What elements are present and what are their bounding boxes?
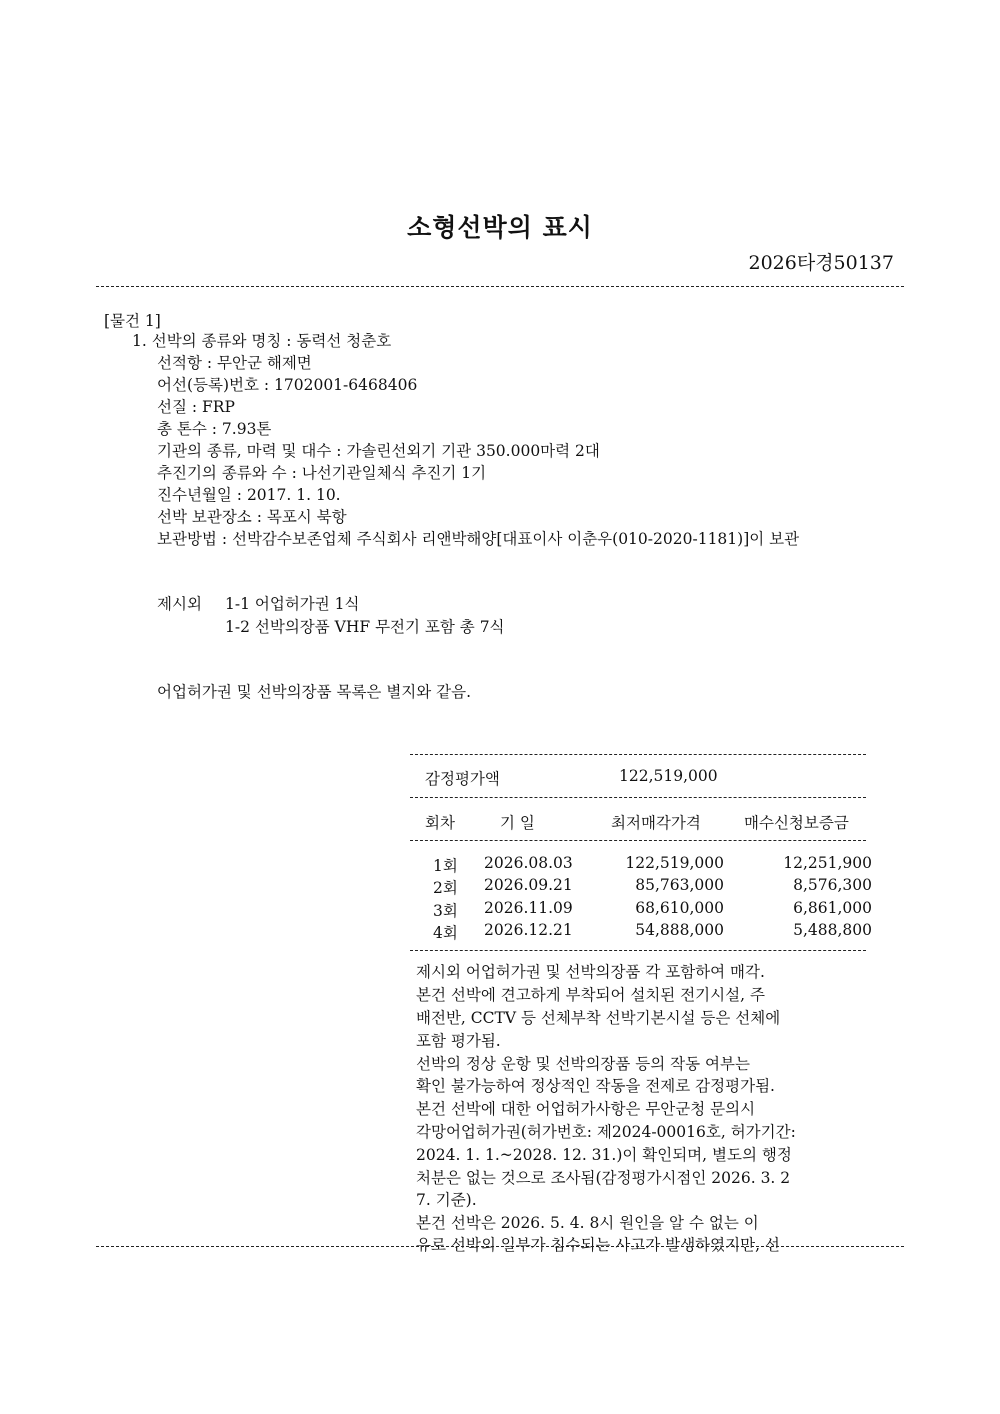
item-line-tonnage: 총 톤수 : 7.93톤 xyxy=(157,420,272,438)
appraisal-value: 122,519,000 xyxy=(619,767,718,785)
schedule-divider-top xyxy=(410,754,866,755)
note-line: 본건 선박에 견고하게 부착되어 설치된 전기시설, 주 xyxy=(416,986,765,1004)
schedule-deposit: 6,861,000 xyxy=(793,899,872,917)
schedule-header-date: 기 일 xyxy=(500,814,535,832)
schedule-header-deposit: 매수신청보증금 xyxy=(744,814,849,832)
top-divider xyxy=(96,286,904,287)
extras-line-1: 1-1 어업허가권 1식 xyxy=(225,595,360,613)
schedule-header-round: 회차 xyxy=(425,814,455,832)
item-line-ship-name: 1. 선박의 종류와 명칭 : 동력선 청춘호 xyxy=(132,332,392,350)
schedule-round: 3회 xyxy=(433,902,458,920)
note-line: 본건 선박은 2026. 5. 4. 8시 원인을 알 수 없는 이 xyxy=(416,1214,759,1232)
item-header: [물건 1] xyxy=(104,312,161,330)
schedule-min-price: 68,610,000 xyxy=(635,899,724,917)
schedule-divider-mid xyxy=(410,797,866,798)
note-line: 2024. 1. 1.~2028. 12. 31.)이 확인되며, 별도의 행정 xyxy=(416,1146,792,1164)
extras-line-2: 1-2 선박의장품 VHF 무전기 포함 총 7식 xyxy=(225,618,505,636)
note-line: 7. 기준). xyxy=(416,1191,477,1209)
schedule-round: 4회 xyxy=(433,924,458,942)
note-line: 선박의 정상 운항 및 선박의장품 등의 작동 여부는 xyxy=(416,1055,750,1073)
note-line: 제시외 어업허가권 및 선박의장품 각 포함하여 매각. xyxy=(416,963,765,981)
schedule-round: 2회 xyxy=(433,879,458,897)
appraisal-label: 감정평가액 xyxy=(425,770,500,788)
item-line-propeller: 추진기의 종류와 수 : 나선기관일체식 추진기 1기 xyxy=(157,464,487,482)
note-line: 각망어업허가권(허가번호: 제2024-00016호, 허가기간: xyxy=(416,1123,796,1141)
schedule-divider-bottom xyxy=(410,950,866,951)
schedule-date: 2026.09.21 xyxy=(484,876,573,894)
schedule-date: 2026.08.03 xyxy=(484,854,573,872)
note-line: 확인 불가능하여 정상적인 작동을 전제로 감정평가됨. xyxy=(416,1077,775,1095)
schedule-min-price: 122,519,000 xyxy=(625,854,724,872)
schedule-deposit: 12,251,900 xyxy=(783,854,872,872)
case-number: 2026타경50137 xyxy=(748,252,894,274)
page-title: 소형선박의 표시 xyxy=(407,213,593,242)
note-line: 포함 평가됨. xyxy=(416,1032,501,1050)
schedule-header-min-price: 최저매각가격 xyxy=(611,814,701,832)
extras-label: 제시외 xyxy=(157,595,202,613)
schedule-date: 2026.11.09 xyxy=(484,899,573,917)
schedule-date: 2026.12.21 xyxy=(484,921,573,939)
note-line: 유로 선박의 일부가 침수되는 사고가 발생하였지만, 선 xyxy=(416,1236,780,1254)
bottom-divider xyxy=(96,1246,904,1247)
note-line: 배전반, CCTV 등 선체부착 선박기본시설 등은 선체에 xyxy=(416,1009,781,1027)
note-line: 본건 선박에 대한 어업허가사항은 무안군청 문의시 xyxy=(416,1100,756,1118)
schedule-divider-header xyxy=(410,840,866,841)
item-line-launch-date: 진수년월일 : 2017. 1. 10. xyxy=(157,486,341,504)
schedule-min-price: 85,763,000 xyxy=(635,876,724,894)
item-line-port: 선적항 : 무안군 해제면 xyxy=(157,354,312,372)
item-line-storage-method: 보관방법 : 선박감수보존업체 주식회사 리앤박해양[대표이사 이춘우(010-2020-1181)]이 보관 xyxy=(157,530,800,548)
item-line-storage-place: 선박 보관장소 : 목포시 북항 xyxy=(157,508,347,526)
schedule-deposit: 8,576,300 xyxy=(793,876,872,894)
schedule-round: 1회 xyxy=(433,857,458,875)
schedule-min-price: 54,888,000 xyxy=(635,921,724,939)
schedule-deposit: 5,488,800 xyxy=(793,921,872,939)
note-line: 처분은 없는 것으로 조사됨(감정평가시점인 2026. 3. 2 xyxy=(416,1169,791,1187)
item-line-reg-number: 어선(등록)번호 : 1702001-6468406 xyxy=(157,376,418,394)
list-note: 어업허가권 및 선박의장품 목록은 별지와 같음. xyxy=(157,683,472,701)
item-line-material: 선질 : FRP xyxy=(157,398,235,416)
item-line-engine: 기관의 종류, 마력 및 대수 : 가솔린선외기 기관 350.000마력 2대 xyxy=(157,442,600,460)
